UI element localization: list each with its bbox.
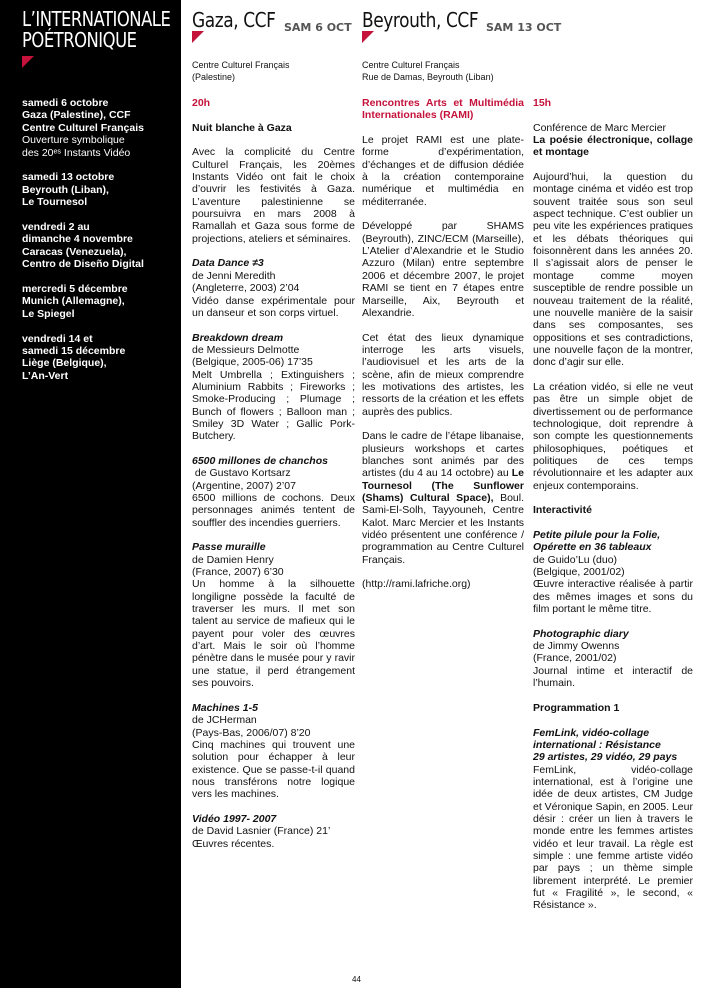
work-title: Vidéo 1997- 2007 — [192, 812, 277, 825]
work-credit: de Messieurs Delmotte — [192, 343, 300, 356]
event-line: Centre Culturel Français — [22, 121, 144, 134]
work-credit: (Argentine, 2007) 2’07 — [192, 479, 296, 492]
red-triangle-icon — [362, 31, 374, 43]
event-line: des 20ᵉˢ Instants Vidéo — [22, 146, 131, 159]
red-triangle-icon — [22, 56, 34, 68]
sidebar-event — [22, 97, 177, 159]
femlink-description: FemLink, vidéo-collage international, est à l’origine une idée de deux artistes, CM Judge et Véronique Sapin, en 2005. Leur désir : créer un lien à travers le monde entre les femmes artistes vidéo et leur travail. La règle est simple : une femme artiste vidéo par pays ; un thème simple librement interprété. Le premier fut « Fragilité », le second, « Résistance ». — [533, 763, 693, 912]
work-credit: de Jimmy Owenns — [533, 640, 620, 653]
sidebar-title: L’INTERNATIONALE POÉTRONIQUE — [22, 7, 171, 52]
work-credit: de Jenni Meredith — [192, 269, 276, 282]
sidebar-event — [22, 283, 177, 320]
beyrouth-column — [362, 97, 524, 603]
sidebar — [0, 0, 181, 988]
work-title: Data Dance ≠3 — [192, 257, 264, 270]
event-line: Centro de Diseño Digital — [22, 258, 144, 271]
gaza-program-title: Nuit blanche à Gaza — [192, 121, 292, 134]
work-credit: (France, 2001/02) — [533, 652, 617, 665]
work-credit: de Gustavo Kortsarz — [192, 467, 291, 480]
event-line: Liège (Belgique), — [22, 357, 107, 370]
work-title: Passe muraille — [192, 541, 266, 554]
event-line: dimanche 4 novembre — [22, 233, 133, 246]
rami-paragraph-1: Le projet RAMI est une plate-forme d’expérimentation, d’échanges et de diffusion dédiée à la création contemporaine numérique et multimédia en méditerranée. — [362, 134, 524, 208]
conference-paragraph-1: Aujourd’hui, la question du montage cinéma et vidéo est trop souvent traitée sous son seul aspect technique. C’est oublier un peu vite les expériences pratiques et les débats théoriques qui foisonnèrent dans les années 20. Il s’agissait alors de penser le montage comme moyen susceptible de rendre possible un nouveau traitement de la réalité, une nouvelle manière de la saisir dans ses composantes, ses oppositions et ses contradictions, une nouvelle façon de la montrer, donc d’agir sur elle. — [533, 171, 693, 369]
conference-column — [533, 97, 693, 924]
work-title: Machines 1-5 — [192, 701, 258, 714]
work-credit: de JCHerman — [192, 714, 257, 727]
sidebar-event — [22, 171, 177, 208]
event-line: Munich (Allemagne), — [22, 295, 125, 308]
gaza-column — [192, 97, 355, 862]
gaza-venue: Centre Culturel Français (Palestine) — [192, 60, 290, 82]
work-credit: (Pays-Bas, 2006/07) 8’20 — [192, 726, 311, 739]
work-description: Journal intime et interactif de l’humain. — [533, 664, 693, 690]
work-description: Vidéo danse expérimentale pour un danseur et son corps virtuel. — [192, 294, 355, 319]
event-line: Le Spiegel — [22, 307, 75, 320]
femlink-title: FemLink, vidéo-collage international : Résistance — [533, 726, 661, 751]
work-description: Un homme à la silhouette longiligne possède la faculté de traverser les murs. Il met son talent au service de mafieux qui le payent pour voler des œuvres d’art. Mais le soir où l’homme pénètre dans le musée pour y ravir une statue, il perd étrangement ses pouvoirs. — [192, 578, 355, 690]
sidebar-event — [22, 221, 177, 271]
programmation-heading: Programmation 1 — [533, 701, 620, 714]
event-line: Gaza (Palestine), CCF — [22, 109, 131, 122]
work-description: Melt Umbrella ; Extinguishers ; Aluminium Rabbits ; Fireworks ; Smoke-Producing ; Plumage ; Bunch of flowers ; Balloon man ; Smiley 3D Water ; Gallic Pork-Butchery. — [192, 368, 355, 443]
event-line: vendredi 14 et — [22, 332, 93, 345]
rami-paragraph-4: Dans le cadre de l’étape libanaise, plusieurs workshops et cartes blanches sont animés par des artistes (du 4 au 14 octobre) au Le Tournesol (The Sunflower (Shams) Cultural Space), Boul. Sami-El-Solh, Tayyouneh, Centre Kalot. Marc Mercier et les Instants vidéo présentent une conférence / programmation au Centre Culturel Français. — [362, 430, 525, 566]
work-description: Œuvres récentes. — [192, 837, 275, 850]
work-credit: de Damien Henry — [192, 553, 274, 566]
event-line: mercredi 5 décembre — [22, 283, 128, 296]
work-credit: (Belgique, 2005-06) 17’35 — [192, 356, 313, 369]
page-number: 44 — [352, 975, 361, 984]
event-line: Beyrouth (Liban), — [22, 183, 109, 196]
event-line: Le Tournesol — [22, 196, 88, 209]
sidebar-event — [22, 333, 177, 383]
conference-speaker: Conférence de Marc Mercier — [533, 121, 667, 134]
work-credit: de Guido’Lu (duo) — [533, 553, 618, 566]
beyrouth-heading: Beyrouth, CCF SAM 13 OCT — [362, 8, 562, 34]
femlink-subtitle: 29 artistes, 29 vidéo, 29 pays — [533, 751, 678, 764]
work-description: Cinq machines qui trouvent une solution pour échapper à leur existence. Que se passe-t-il quand nous transférons notre logique vers les machines. — [192, 738, 355, 801]
event-line: samedi 13 octobre — [22, 171, 115, 184]
work-description: 6500 millions de cochons. Deux personnages animés tentent de souffler des incendies guerriers. — [192, 492, 355, 529]
interactivite-heading: Interactivité — [533, 504, 592, 517]
work-title: Petite pilule pour la Folie, Opérette en 36 tableaux — [533, 529, 661, 554]
event-line: L’An-Vert — [22, 369, 69, 382]
gaza-time: 20h — [192, 97, 211, 109]
event-list — [22, 97, 177, 395]
work-title: Breakdown dream — [192, 331, 284, 344]
gaza-heading: Gaza, CCF SAM 6 OCT — [192, 8, 352, 34]
work-credit: (France, 2007) 6’30 — [192, 566, 284, 579]
work-title: 6500 millones de chanchos — [192, 454, 328, 467]
event-line: vendredi 2 au — [22, 221, 90, 234]
event-line: Ouverture symbolique — [22, 134, 125, 147]
event-line: samedi 6 octobre — [22, 97, 109, 109]
work-credit: (Belgique, 2001/02) — [533, 566, 625, 579]
rami-paragraph-3: Cet état des lieux dynamique interroge les arts visuels, l’audiovisuel et les arts de la scène, afin de mieux comprendre les motivations des artistes, les ressorts de la création et les effets auprès des publics. — [362, 331, 524, 418]
work-description: Œuvre interactive réalisée à partir des mêmes images et sons du film portant le même titre. — [533, 578, 693, 616]
rami-url[interactable]: (http://rami.lafriche.org) — [362, 578, 471, 591]
rami-paragraph-2: Développé par SHAMS (Beyrouth), ZINC/ECM (Marseille), L’Atelier d’Alexandrie et le Studio Azzuro (Milan) entre septembre 2006 et décembre 2007, le projet RAMI se tient en 7 étapes entre Marseille, Aix, Beyrouth et Alexandrie. — [362, 220, 524, 319]
conference-time: 15h — [533, 97, 552, 109]
red-triangle-icon — [192, 31, 204, 43]
work-title: Photographic diary — [533, 627, 629, 640]
work-credit: de David Lasnier (France) 21’ — [192, 825, 331, 838]
conference-paragraph-2: La création vidéo, si elle ne veut pas être un simple objet de divertissement ou de performance technologique, doit reprendre à son compte les questionnements philosophiques, poétiques et politiques de ces temps révolutionnaire et les adapter aux enjeux contemporains. — [533, 380, 693, 492]
gaza-works — [192, 257, 355, 850]
rami-heading: Rencontres Arts et Multimédia Internationales (RAMI) — [362, 97, 524, 122]
event-line: Caracas (Venezuela), — [22, 245, 127, 258]
work-credit: (Angleterre, 2003) 2’04 — [192, 282, 300, 295]
event-line: samedi 15 décembre — [22, 345, 126, 358]
beyrouth-venue: Centre Culturel Français Rue de Damas, Beyrouth (Liban) — [362, 60, 494, 82]
conference-title: La poésie électronique, collage et montage — [533, 134, 693, 159]
gaza-intro: Avec la complicité du Centre Culturel Français, les 20èmes Instants Vidéo ont fait le choix d’ouvrir les festivités à Gaza. L’aventure palestinienne se poursuivra en mars 2008 à Ramallah et Gaza sous forme de projections, ateliers et séminaires. — [192, 146, 355, 245]
